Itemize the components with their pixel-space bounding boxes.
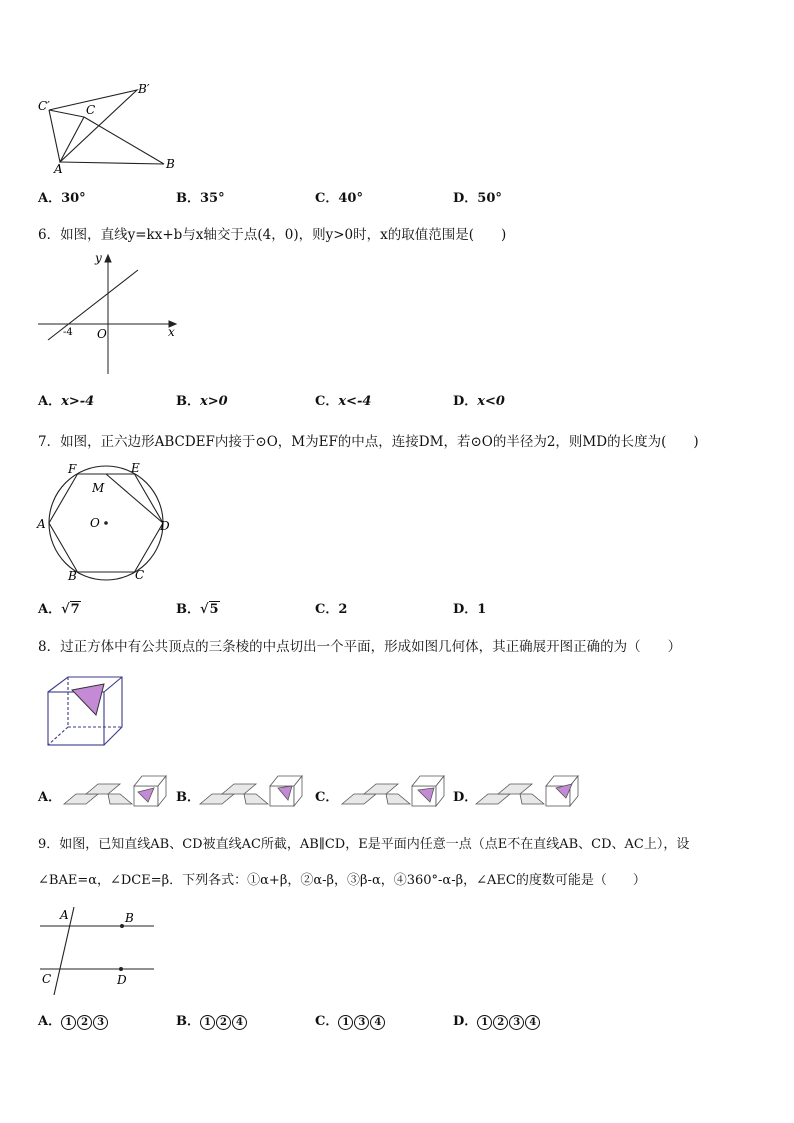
- q6-option-a[interactable]: A．x>-4: [38, 394, 95, 409]
- q6-option-b[interactable]: B．x>0: [176, 394, 228, 409]
- q9-label-c: C: [42, 972, 52, 986]
- q7-option-c[interactable]: C．2: [315, 602, 348, 617]
- q7-label-d: D: [160, 519, 170, 533]
- q5-option-a[interactable]: A．30°: [38, 191, 86, 206]
- q5-option-d[interactable]: D．50°: [453, 191, 502, 206]
- q7-figure: [34, 458, 179, 588]
- q9-question-text-line2: ∠BAE=α，∠DCE=β．下列各式：①α+β，②α-β，③β-α，④360°-α-β，∠AEC的度数可能是（ ）: [38, 873, 646, 888]
- q7-label-m: M: [92, 481, 105, 495]
- q5-option-c[interactable]: C．40°: [315, 191, 363, 206]
- q8-option-a-net[interactable]: [62, 772, 170, 808]
- q8-option-c-net[interactable]: [340, 772, 448, 808]
- q8-option-d-label[interactable]: D．: [453, 790, 478, 805]
- q5-label-cp: C′: [38, 99, 50, 113]
- q9-option-b[interactable]: B． 1 2 4: [176, 1010, 248, 1030]
- q6-label-x: x: [168, 325, 175, 339]
- q9-option-d[interactable]: D． 1 2 3 4: [453, 1010, 541, 1030]
- q9-question-text-line1: 9．如图，已知直线AB、CD被直线AC所截，AB∥CD，E是平面内任意一点（点E不在直线AB、CD、AC上），设: [38, 837, 690, 852]
- q9-label-a: A: [60, 908, 69, 922]
- q6-option-d[interactable]: D．x<0: [453, 394, 505, 409]
- q5-figure: [36, 80, 186, 175]
- q8-option-a-label[interactable]: A．: [38, 790, 62, 805]
- q9-figure: [36, 903, 161, 995]
- q9-label-b: B: [125, 911, 134, 925]
- q7-label-c: C: [135, 568, 145, 582]
- q7-option-d[interactable]: D．1: [453, 602, 487, 617]
- q6-label-minus4: -4: [63, 327, 73, 338]
- q7-option-a[interactable]: A．√7: [38, 602, 80, 617]
- q5-label-c: C: [86, 103, 96, 117]
- q5-label-a: A: [54, 162, 63, 175]
- q7-option-b[interactable]: B．√5: [176, 602, 219, 617]
- q6-label-o: O: [97, 327, 107, 341]
- q9-option-c[interactable]: C． 1 3 4: [315, 1010, 386, 1030]
- q7-label-f: F: [68, 462, 77, 476]
- q7-label-o: O: [90, 516, 100, 530]
- q7-label-b: B: [68, 569, 77, 583]
- q7-label-a: A: [37, 517, 46, 531]
- q8-question-text: 8．过正方体中有公共顶点的三条棱的中点切出一个平面，形成如图几何体，其正确展开图正确的为（ ）: [38, 639, 682, 655]
- q9-option-a[interactable]: A． 1 2 3: [38, 1010, 109, 1030]
- q7-question-text: 7．如图，正六边形ABCDEF内接于⊙O，M为EF的中点，连接DM，若⊙O的半径为2，则MD的长度为( ): [38, 434, 699, 450]
- q5-label-bp: B′: [138, 82, 150, 96]
- q5-label-b: B: [166, 157, 175, 171]
- q6-label-y: y: [95, 251, 102, 265]
- q8-option-b-net[interactable]: [198, 772, 306, 808]
- q7-label-e: E: [131, 461, 140, 475]
- q8-cube-figure: [44, 672, 129, 750]
- q8-option-d-net[interactable]: [474, 772, 582, 808]
- q5-option-b[interactable]: B．35°: [176, 191, 225, 206]
- q8-option-b-label[interactable]: B．: [176, 790, 200, 805]
- q8-option-c-label[interactable]: C．: [315, 790, 339, 805]
- q6-figure: [36, 250, 186, 378]
- q9-label-d: D: [117, 973, 127, 987]
- q6-option-c[interactable]: C．x<-4: [315, 394, 372, 409]
- q6-question-text: 6．如图，直线y=kx+b与x轴交于点(4，0)，则y>0时，x的取值范围是( ): [38, 227, 507, 243]
